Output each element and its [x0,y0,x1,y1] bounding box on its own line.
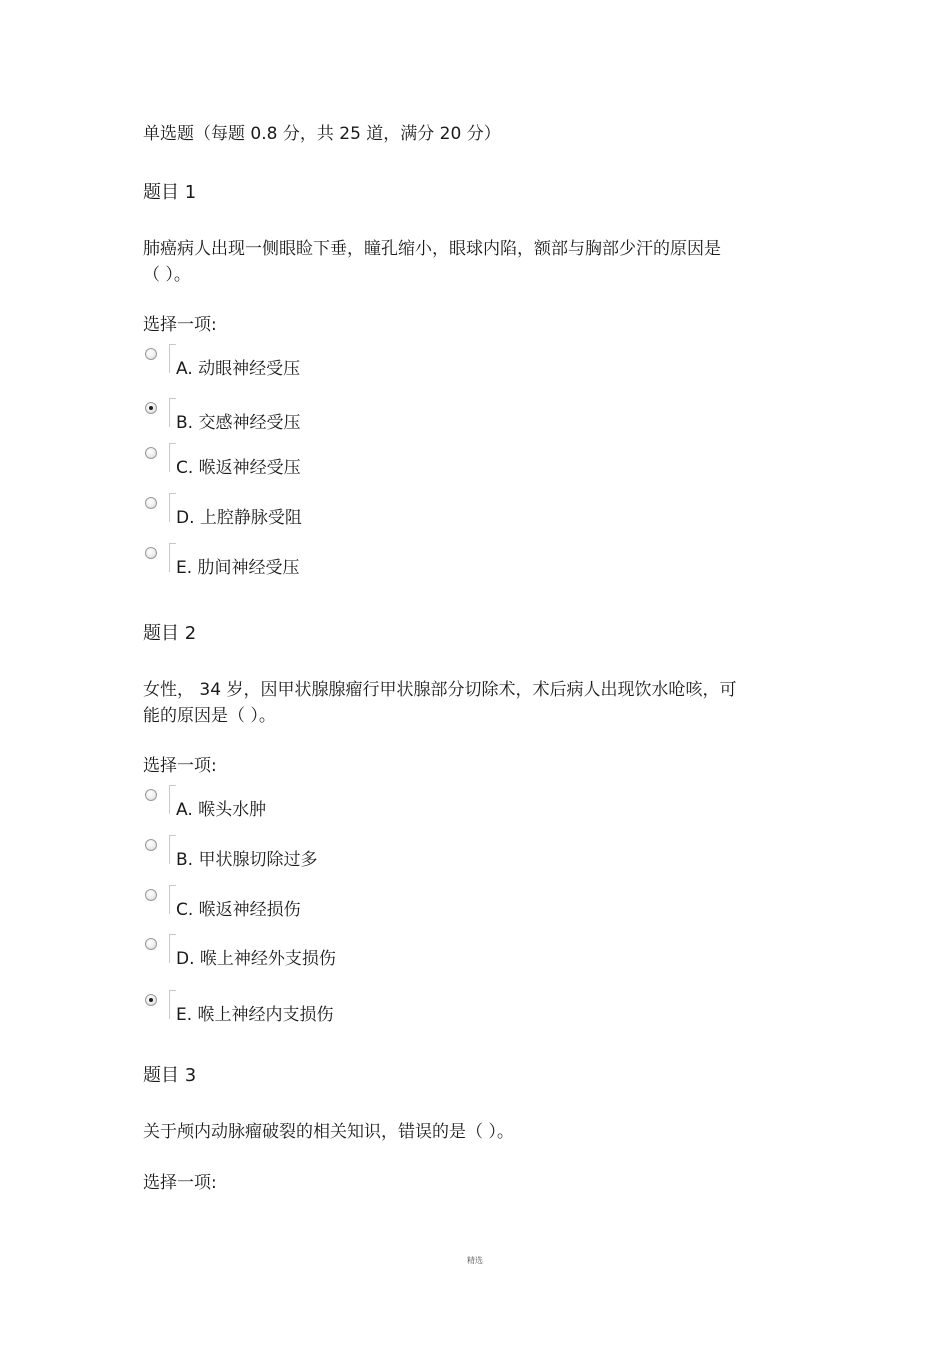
option-divider [169,344,176,373]
question-1-option-d[interactable] [143,497,543,533]
radio-button[interactable] [145,789,157,801]
option-label: A. 动眼神经受压 [176,359,301,379]
question-1-title: 题目 1 [143,182,197,203]
option-divider [169,934,176,963]
option-label: D. 喉上神经外支损伤 [176,949,336,969]
question-3-text-line-1: 关于颅内动脉瘤破裂的相关知识，错误的是（ ）。 [143,1122,514,1142]
question-3-title: 题目 3 [143,1065,197,1086]
radio-button[interactable] [145,497,157,509]
option-label: E. 喉上神经内支损伤 [176,1005,334,1025]
question-2-option-d[interactable] [143,938,543,974]
option-label: A. 喉头水肿 [176,800,267,820]
question-1-option-a[interactable] [143,348,543,384]
radio-button[interactable] [145,348,157,360]
question-2-option-a[interactable] [143,789,543,825]
question-3-prompt: 选择一项: [143,1173,217,1193]
question-1-prompt: 选择一项: [143,315,217,335]
option-label: D. 上腔静脉受阻 [176,508,302,528]
radio-button[interactable] [145,889,157,901]
option-label: B. 交感神经受压 [176,413,301,433]
option-divider [169,398,176,427]
option-divider [169,835,176,864]
question-1-text [143,236,721,288]
option-label: C. 喉返神经受压 [176,458,301,478]
question-2-prompt: 选择一项: [143,756,217,776]
radio-button[interactable] [145,447,157,459]
section-header: 单选题（每题 0.8 分，共 25 道，满分 20 分） [143,124,501,144]
option-divider [169,885,176,914]
radio-button-selected[interactable] [145,994,157,1006]
question-2-text [143,677,736,729]
option-divider [169,785,176,814]
question-2-text-line-2: 能的原因是（ ）。 [143,706,276,726]
page-footer: 精选 [467,1256,483,1265]
question-3-text [143,1119,514,1145]
option-label: C. 喉返神经损伤 [176,900,301,920]
radio-button[interactable] [145,938,157,950]
option-divider [169,493,176,522]
radio-button[interactable] [145,547,157,559]
question-2-option-b[interactable] [143,839,543,875]
radio-button[interactable] [145,839,157,851]
radio-button-selected[interactable] [145,402,157,414]
question-2-text-line-1: 女性， 34 岁，因甲状腺腺瘤行甲状腺部分切除术，术后病人出现饮水呛咳，可 [143,680,737,700]
question-1-text-line-1: 肺癌病人出现一侧眼睑下垂，瞳孔缩小，眼球内陷，额部与胸部少汗的原因是 [143,239,721,259]
question-2-option-c[interactable] [143,889,543,925]
question-1-text-line-2: （ ）。 [143,265,191,285]
option-divider [169,543,176,572]
question-2-title: 题目 2 [143,623,197,644]
option-label: B. 甲状腺切除过多 [176,850,318,870]
question-1-option-b[interactable] [143,402,543,438]
question-2-option-e[interactable] [143,994,543,1030]
option-label: E. 肋间神经受压 [176,558,300,578]
option-divider [169,443,176,472]
option-divider [169,990,176,1019]
question-1-option-e[interactable] [143,547,543,583]
question-1-option-c[interactable] [143,447,543,483]
